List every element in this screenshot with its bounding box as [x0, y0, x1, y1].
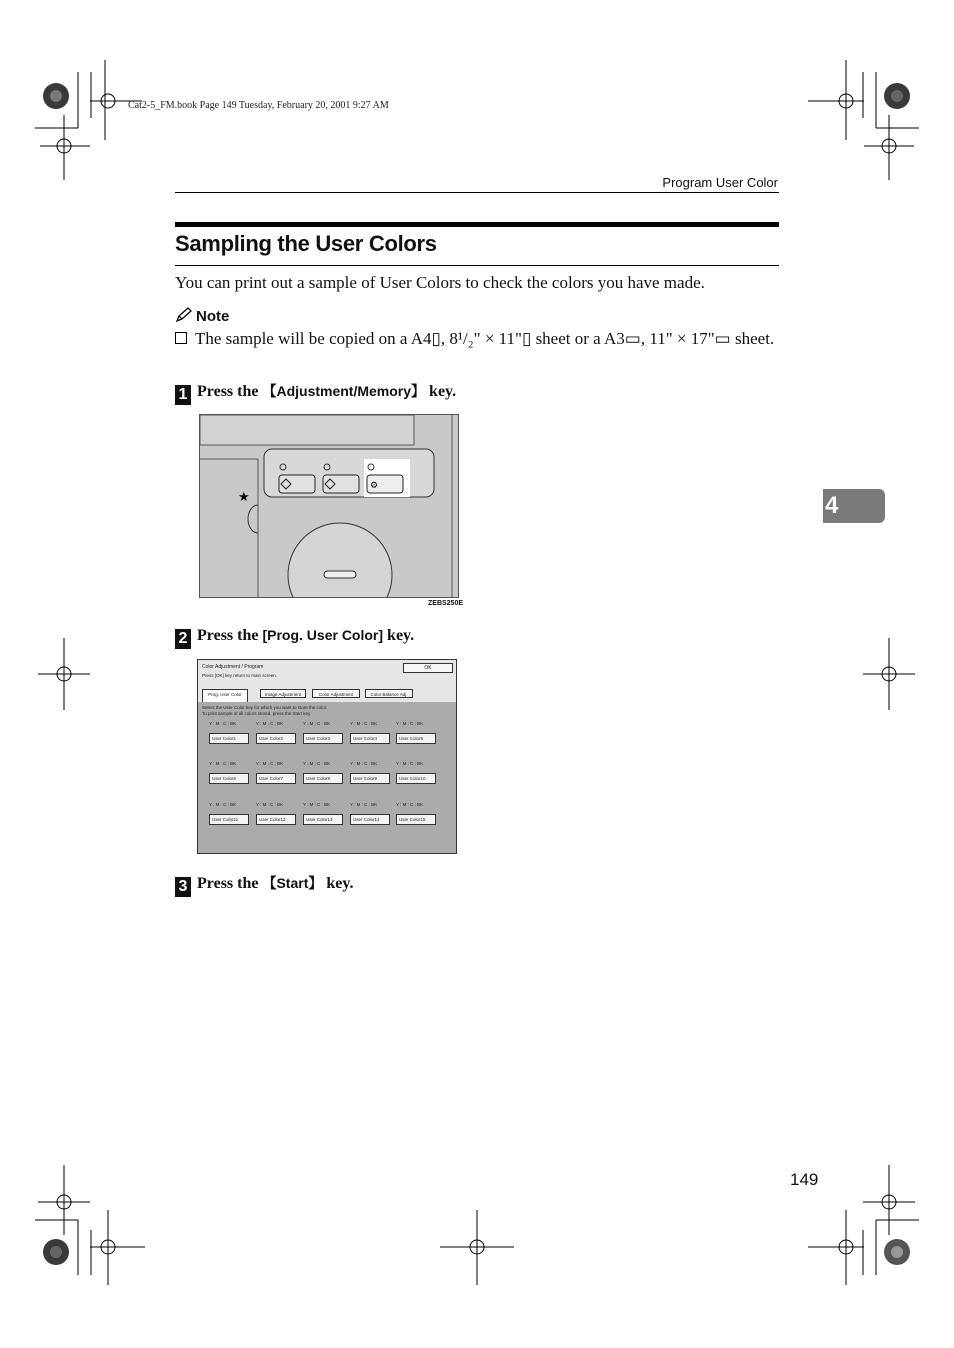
user-color-button[interactable]: User Color2: [256, 733, 296, 744]
ratio-label: Y : M : C : BK: [396, 721, 424, 726]
svg-text:⚙: ⚙: [370, 481, 379, 491]
ratio-label: Y : M : C : BK: [396, 802, 424, 807]
program-screen-illustration: [197, 659, 457, 854]
user-color-button[interactable]: User Color11: [209, 814, 249, 825]
panel-drawing: [200, 415, 459, 598]
ok-button[interactable]: OK: [403, 663, 453, 673]
note-heading: [175, 307, 229, 325]
step-text-end: key.: [322, 875, 354, 892]
ratio-label: Y : M : C : BK: [209, 721, 237, 726]
key-name: 【Start】: [262, 875, 323, 891]
user-color-button[interactable]: User Color14: [350, 814, 390, 825]
tab-image-adjustment[interactable]: Image Adjustment: [260, 689, 306, 698]
step-text-end: key.: [383, 627, 415, 644]
chapter-tab: 4: [823, 489, 885, 523]
print-info-line: Cat2-5_FM.book Page 149 Tuesday, February 20, 2001 9:27 AM: [128, 100, 389, 111]
user-color-button[interactable]: User Color6: [209, 773, 249, 784]
key-name: 【Adjustment/Memory】: [262, 383, 426, 399]
ratio-label: Y : M : C : BK: [256, 761, 284, 766]
pencil-icon: [175, 307, 193, 323]
ratio-label: Y : M : C : BK: [256, 721, 284, 726]
user-color-button[interactable]: User Color7: [256, 773, 296, 784]
note-item: [175, 329, 779, 349]
user-color-button[interactable]: User Color12: [256, 814, 296, 825]
control-panel-illustration: [199, 414, 459, 598]
ratio-label: Y : M : C : BK: [303, 721, 331, 726]
user-color-button[interactable]: User Color9: [350, 773, 390, 784]
svg-text:★: ★: [238, 490, 250, 505]
ratio-label: Y : M : C : BK: [256, 802, 284, 807]
tab-prog-user-color[interactable]: Prog. User Color: [202, 689, 248, 702]
figure-code: ZEBS250E: [428, 600, 464, 607]
step-text: Press the: [197, 383, 263, 400]
ratio-label: Y : M : C : BK: [209, 802, 237, 807]
step-text: Press the: [197, 875, 263, 892]
step-number: 1: [175, 385, 191, 405]
step-text-end: key.: [425, 383, 457, 400]
step-1: [175, 381, 456, 405]
screen-subtitle: Press [OK] key return to main screen.: [202, 673, 278, 678]
step-2: [175, 627, 414, 649]
ratio-label: Y : M : C : BK: [350, 721, 378, 726]
user-color-button[interactable]: User Color3: [303, 733, 343, 744]
title-bar: [175, 222, 779, 227]
user-color-button[interactable]: User Color15: [396, 814, 436, 825]
ratio-label: Y : M : C : BK: [350, 761, 378, 766]
tab-color-adjustment[interactable]: Color Adjustment: [312, 689, 360, 698]
user-color-button[interactable]: User Color10: [396, 773, 436, 784]
screen-title: Color Adjustment / Program: [202, 664, 264, 670]
running-header: Program User Color: [662, 175, 778, 190]
page-number: 149: [790, 1170, 819, 1189]
instruction-line: To print sample of all colors stored, press the Start key.: [202, 711, 312, 716]
note-text: The sample will be copied on a A4▯, 8¹/₂" × 11"▯ sheet or a A3▭, 11" × 17"▭ sheet.: [195, 329, 775, 348]
ratio-label: Y : M : C : BK: [209, 761, 237, 766]
tab-color-balance[interactable]: Color Balance Adj.: [365, 689, 413, 698]
note-label: Note: [196, 308, 230, 325]
ratio-label: Y : M : C : BK: [396, 761, 424, 766]
user-color-button[interactable]: User Color5: [396, 733, 436, 744]
user-color-button[interactable]: User Color13: [303, 814, 343, 825]
user-color-button[interactable]: User Color8: [303, 773, 343, 784]
step-text: Press the: [197, 627, 263, 644]
instruction-line: Select the User Color key for which you want to store the color.: [202, 705, 328, 710]
step-number: 2: [175, 629, 191, 649]
key-name: [Prog. User Color]: [262, 627, 384, 643]
ratio-label: Y : M : C : BK: [350, 802, 378, 807]
step-3: [175, 873, 354, 897]
title-rule: [175, 265, 779, 266]
user-color-button[interactable]: User Color4: [350, 733, 390, 744]
step-number: 3: [175, 877, 191, 897]
screen-instruction: [202, 705, 327, 717]
ratio-label: Y : M : C : BK: [303, 802, 331, 807]
section-title: Sampling the User Colors: [175, 231, 437, 256]
checkbox-icon: [175, 332, 187, 344]
intro-paragraph: You can print out a sample of User Colors to check the colors you have made.: [175, 273, 705, 292]
user-color-button[interactable]: User Color1: [209, 733, 249, 744]
ratio-label: Y : M : C : BK: [303, 761, 331, 766]
header-rule: [175, 192, 779, 193]
